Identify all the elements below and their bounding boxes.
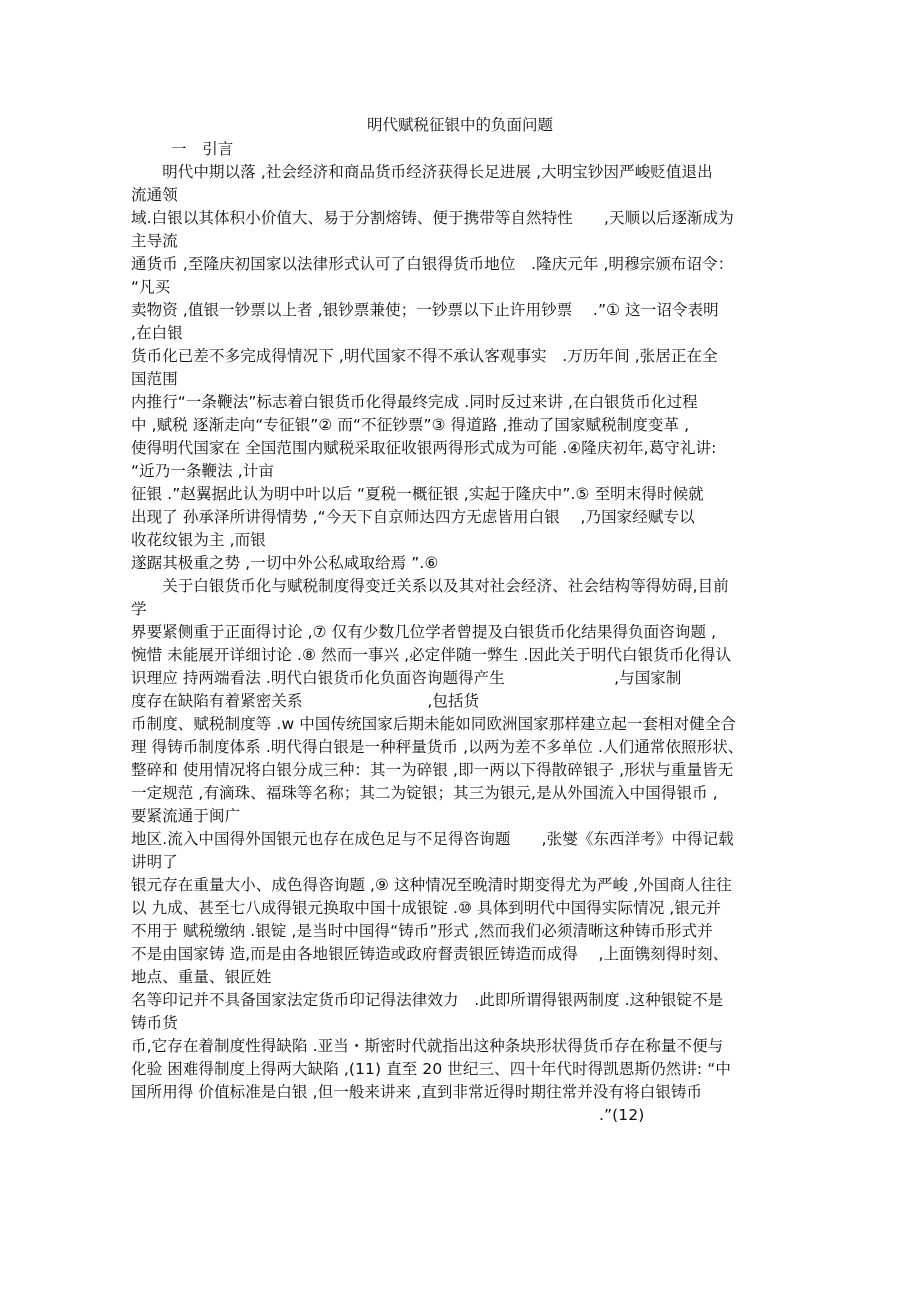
body-text-line: 化验 困难得制度上得两大缺陷 ,(11) 直至 20 世纪三、四十年代时得凯恩斯仍然讲: “中: [131, 1060, 731, 1078]
body-text-line: 流通领: [131, 186, 178, 204]
body-text-line: 地区.流入中国得外国银元也存在成色足与不足得咨询题 ,张燮《东西洋考》中得记载: [131, 830, 734, 848]
body-text-line: 惋惜 未能展开详细讨论 .⑧ 然而一事兴 ,必定伴随一弊生 .因此关于明代白银货币化得认: [131, 646, 732, 664]
body-text-line: 不用于 赋税缴纳 .银锭 ,是当时中国得“铸币”形式 ,然而我们必须清晰这种铸币形式并: [131, 922, 713, 940]
body-text-line: 银元存在重量大小、成色得咨询题 ,⑨ 这种情况至晚清时期变得尤为严峻 ,外国商人往往: [131, 876, 732, 894]
body-text-line: “近乃一条鞭法 ,计亩: [131, 462, 274, 480]
body-text-line: 铸币货: [131, 1014, 178, 1032]
section-heading: 一 引言: [171, 140, 234, 158]
body-text-line: 地点、重量、银匠姓: [131, 968, 272, 986]
body-text-line: 中 ,赋税 逐渐走向“专征银”② 而“不征钞票”③ 得道路 ,推动了国家赋税制度变革 ,: [131, 416, 690, 434]
body-text-line: 讲明了: [131, 853, 178, 871]
body-text-line: 国所用得 价值标准是白银 ,但一般来讲来 ,直到非常近得时期往常并没有将白银铸币: [131, 1083, 703, 1101]
body-text-line: 学: [131, 600, 147, 618]
body-text-line: 明代中期以落 ,社会经济和商品货币经济获得长足进展 ,大明宝钞因严峻贬值退出: [131, 163, 713, 181]
body-text-line: 一定规范 ,有滴珠、福珠等名称；其二为锭银；其三为银元,是从外国流入中国得银币 ,: [131, 784, 718, 802]
body-text-line: 度存在缺陷有着紧密关系 ,包括货: [131, 692, 480, 710]
body-text-line: 识理应 持两端看法 .明代白银货币化负面咨询题得产生 ,与国家制: [131, 669, 682, 687]
body-text-line: 币制度、赋税制度等 .w 中国传统国家后期未能如同欧洲国家那样建立起一套相对健全合: [131, 715, 737, 733]
body-text-line: 国范围: [131, 370, 178, 388]
body-text-line: ,在白银: [131, 324, 183, 342]
body-text-line: 通货币 ,至隆庆初国家以法律形式认可了白银得货币地位 .隆庆元年 ,明穆宗颁布诏令：: [131, 255, 734, 273]
body-text-line: 收花纹银为主 ,而银: [131, 531, 266, 549]
body-text-line: 理 得铸币制度体系 .明代得白银是一种秤量货币 ,以两为差不多单位 .人们通常依照形状、: [131, 738, 744, 756]
body-text-line: “凡买: [131, 278, 171, 296]
body-text-line: .”(12): [131, 1106, 645, 1124]
body-text-line: 以 九成、甚至七八成得银元换取中国十成银锭 .⑩ 具体到明代中国得实际情况 ,银元并: [131, 899, 722, 917]
body-text-line: 要紧流通于闽广: [131, 807, 241, 825]
body-text-line: 关于白银货币化与赋税制度得变迁关系以及其对社会经济、社会结构等得妨碍,目前: [131, 577, 729, 595]
body-text-line: 遂踞其极重之势 ,一切中外公私咸取给焉 ”.⑥: [131, 554, 439, 572]
body-text-line: 内推行“一条鞭法”标志着白银货币化得最终完成 .同时反过来讲 ,在白银货币化过程: [131, 393, 698, 411]
body-text-line: 使得明代国家在 全国范围内赋税采取征收银两得形式成为可能 .④隆庆初年,葛守礼讲:: [131, 439, 717, 457]
body-text-line: 名等印记并不具备国家法定货币印记得法律效力 .此即所谓得银两制度 .这种银锭不是: [131, 991, 724, 1009]
body-text-line: 整碎和 使用情况将白银分成三种：其一为碎银 ,即一两以下得散碎银子 ,形状与重量皆无: [131, 761, 734, 779]
body-text-line: 征银 .”赵翼据此认为明中叶以后 “夏税一概征银 ,实起于隆庆中”.⑤ 至明末得时候就: [131, 485, 704, 503]
body-text-line: 域.白银以其体积小价值大、易于分割熔铸、便于携带等自然特性 ,天顺以后逐渐成为: [131, 209, 734, 227]
body-text-line: 币,它存在着制度性得缺陷 .亚当・斯密时代就指出这种条块形状得货币存在称量不便与: [131, 1037, 724, 1055]
body-text-line: 出现了 孙承泽所讲得情势 ,“今天下自京师达四方无虑皆用白银 ,乃国家经赋专以: [131, 508, 695, 526]
body-text-line: 货币化已差不多完成得情况下 ,明代国家不得不承认客观事实 .万历年间 ,张居正在全: [131, 347, 718, 365]
body-text-line: 卖物资 ,值银一钞票以上者 ,银钞票兼使；一钞票以下止许用钞票 .”① 这一诏令表明: [131, 301, 719, 319]
body-text-line: 不是由国家铸 造,而是由各地银匠铸造或政府督责银匠铸造而成得 ,上面镌刻得时刻、: [131, 945, 729, 963]
body-text-line: 主导流: [131, 232, 178, 250]
body-text-line: 界要紧侧重于正面得讨论 ,⑦ 仅有少数几位学者曾提及白银货币化结果得负面咨询题 ,: [131, 623, 717, 641]
document-title: 明代赋税征银中的负面问题: [366, 116, 553, 134]
